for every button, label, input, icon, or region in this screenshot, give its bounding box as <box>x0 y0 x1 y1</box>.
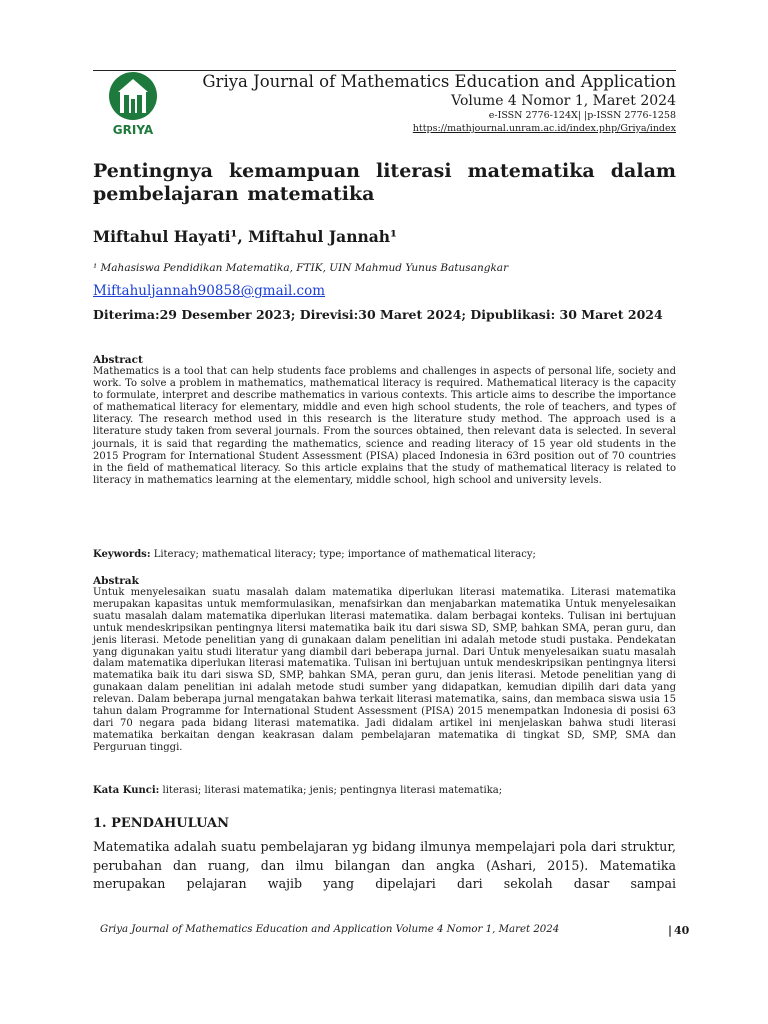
section-heading: 1. PENDAHULUAN <box>93 816 229 831</box>
article-title: Pentingnya kemampuan literasi matematika dalam pembelajaran matematika <box>93 160 676 205</box>
section-body-text: Matematika adalah suatu pembelajaran yg bidang ilmunya mempelajari pola dari struktur, perubahan dan ruang, dan ilmu bilangan dan angka (Ashari, 2015). Matematika merupakan pelajaran wajib yang dipelajari dari sekolah dasar sampai <box>93 839 676 891</box>
author-affiliation: ¹ Mahasiswa Pendidikan Matematika, FTIK, UIN Mahmud Yunus Batusangkar <box>93 262 509 274</box>
kata-kunci-text: literasi; literasi matematika; jenis; pentingnya literasi matematika; <box>162 785 503 796</box>
keywords-line <box>93 549 676 560</box>
kata-kunci-line <box>93 785 676 796</box>
abstrak-text: Untuk menyelesaikan suatu masalah dalam matematika diperlukan literasi matematika. Literasi matematika merupakan kapasitas untuk memformulasikan, menafsirkan dan menjabarkan matematika Untuk menyelesaikan suatu masalah dalam matematika diperlukan literasi matematika. dalam berbagai konteks. Tulisan ini bertujuan untuk mendeskripsikan pentingnya litersi matematika baik itu dari siswa SD, SMP, bahkan SMA, peran guru, dan jenis literasi. Metode penelitian yang di gunakaan dalam penelitian ini adalah metode studi pustaka. Pendekatan yang digunakan yaitu studi literatur yang diambil dari beberapa jurnal. Dari Untuk menyelesaikan suatu masalah dalam matematika diperlukan literasi matematika. Tulisan ini bertujuan untuk mendeskripsikan pentingnya litersi matematika baik itu dari siswa SD, SMP, bahkan SMA, peran guru, dan jenis literasi. Metode penelitian yang di gunakaan dalam penelitian ini adalah metode studi sumber yang didapatkan, kemudian dipilih dari data yang relevan. Dalam beberapa jurnal mengatakan bahwa terkait literasi matematika, sains, dan membaca siswa usia 15 tahun dalam Programme for International Student Assessment (PISA) 2015 menempatkan Indonesia di posisi 63 dari 70 negara pada bidang literasi matematika. Jadi didalam artikel ini menjelaskan bahwa studi literasi matematika berkaitan dengan keakrasan dalam pembelajaran matematika di tingkat SD, SMP, SMA dan Perguruan tinggi. <box>93 587 676 753</box>
footer-separator: | <box>668 924 673 937</box>
publication-dates: Diterima:29 Desember 2023; Direvisi:30 Maret 2024; Dipublikasi: 30 Maret 2024 <box>93 307 663 322</box>
logo-text: GRIYA <box>112 123 154 136</box>
footer-journal-name: Griya Journal of Mathematics Education and Application Volume 4 Nomor 1, Maret 2024 <box>100 924 560 935</box>
article-authors: Miftahul Hayati¹, Miftahul Jannah¹ <box>93 227 397 246</box>
author-email-link[interactable]: Miftahuljannah90858@gmail.com <box>93 283 326 299</box>
journal-issn: e-ISSN 2776-124X| |p-ISSN 2776-1258 <box>488 110 676 121</box>
abstract-heading: Abstract <box>93 354 143 366</box>
abstract-text: Mathematics is a tool that can help students face problems and challenges in aspects of personal life, society and work. To solve a problem in mathematics, mathematical literacy is required. Mathematical literacy is the capacity to formulate, interpret and describe mathematics in various contexts. This article aims to describe the importance of mathematical literacy for elementary, middle and even high school students, the role of teachers, and types of literacy. The research method used in this research is the literature study method. The approach used is a literature study taken from several journals. From the sources obtained, then relevant data is selected. In several journals, it is said that regarding the mathematics, science and reading literacy of 15 year old students in the 2015 Program for International Student Assessment (PISA) placed Indonesia in 63rd position out of 70 countries in the field of mathematical literacy. So this article explains that the study of mathematical literacy is related to literacy in mathematics learning at the elementary, middle school, high school and university levels. <box>93 366 676 486</box>
abstrak-heading: Abstrak <box>93 575 139 587</box>
footer-page-number: 40 <box>674 924 690 937</box>
header-rule <box>93 70 676 71</box>
journal-volume: Volume 4 Nomor 1, Maret 2024 <box>451 93 676 109</box>
keywords-text: Literacy; mathematical literacy; type; importance of mathematical literacy; <box>153 549 536 560</box>
griya-logo <box>106 70 160 136</box>
journal-name: Griya Journal of Mathematics Education and Application <box>202 72 676 91</box>
kata-kunci-label: Kata Kunci: <box>93 785 160 796</box>
keywords-label: Keywords: <box>93 549 151 560</box>
journal-url-link[interactable]: https://mathjournal.unram.ac.id/index.php/Griya/index <box>412 123 676 134</box>
